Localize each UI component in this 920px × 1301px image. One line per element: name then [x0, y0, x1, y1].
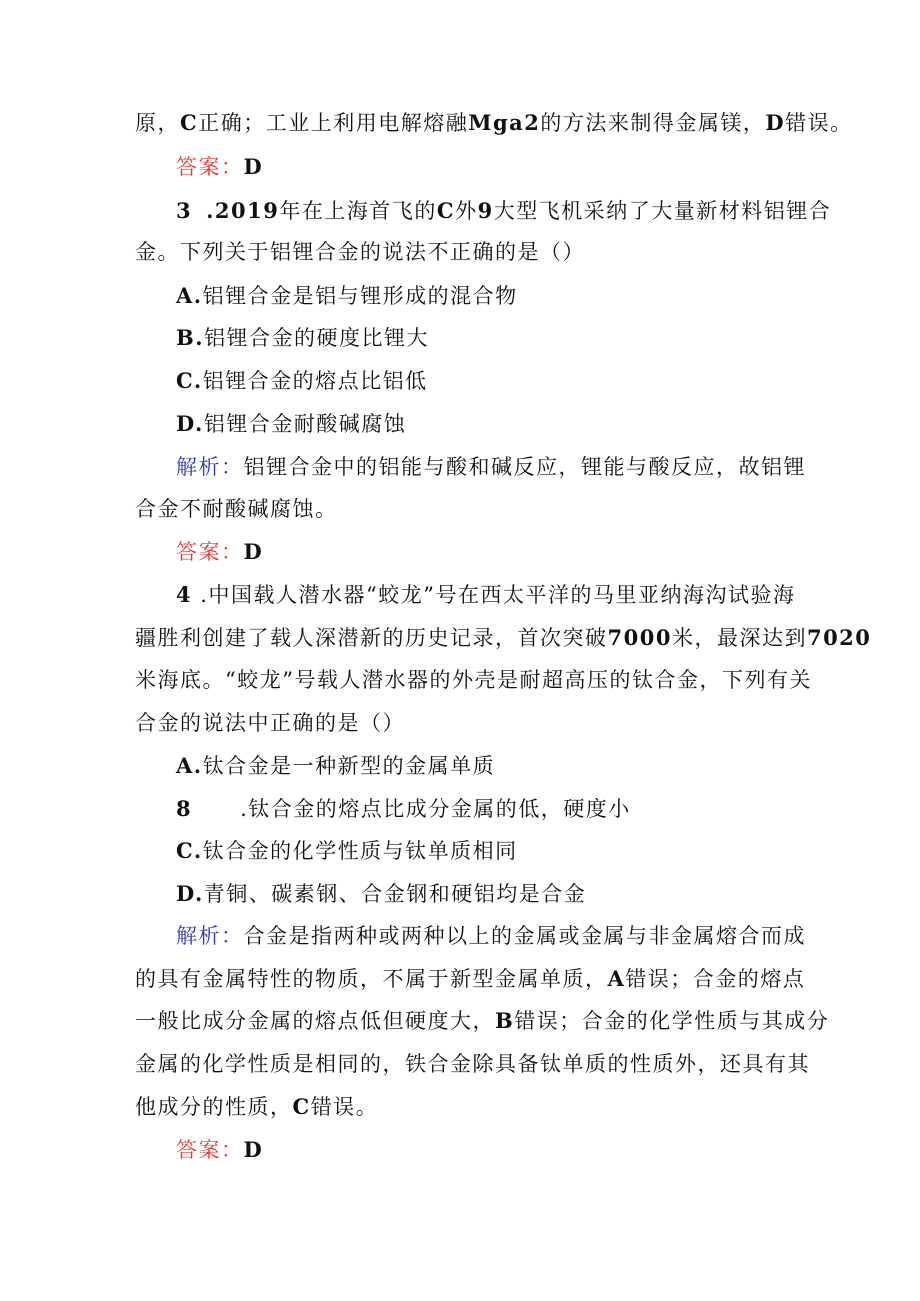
- q4-analysis-line-1: [176, 921, 806, 951]
- q3-line-1: [176, 196, 831, 226]
- option-key: 8: [176, 796, 193, 821]
- text-bold: 7000: [607, 625, 672, 650]
- text: 错误；合金的熔点: [625, 967, 806, 991]
- q3-analysis-line-2: 合金不耐酸碱腐蚀。: [135, 497, 338, 521]
- text: 外: [455, 199, 478, 223]
- q3-analysis-line-1: [176, 452, 806, 482]
- text: 的方法来制得金属镁，: [540, 111, 766, 135]
- text: 年在上海首飞的: [279, 199, 437, 223]
- question-number: 4: [176, 582, 193, 607]
- option-text: .钛合金的熔点比成分金属的低，硬度小: [240, 797, 631, 821]
- answer-value: D: [243, 154, 264, 179]
- q4-line-3: 米海底。“蛟龙”号载人潜水器的外壳是耐超高压的钛合金，下列有关: [135, 668, 812, 692]
- text: 疆胜利创建了载人深潜新的历史记录，首次突破: [135, 626, 608, 650]
- option-text: 铝锂合金耐酸碱腐蚀: [203, 412, 407, 436]
- option-text: 青铜、碳素钢、合金钢和硬铝均是合金: [203, 882, 587, 906]
- top-answer: [176, 152, 263, 182]
- option-text: 钛合金的化学性质与钛单质相同: [202, 839, 518, 863]
- q4-answer: [176, 1135, 263, 1165]
- q3-answer: [176, 537, 263, 567]
- option-key: D.: [176, 881, 204, 906]
- q4-analysis-line-5: [135, 1092, 378, 1122]
- q3-option-d: [176, 409, 406, 439]
- text: 原，: [135, 111, 180, 135]
- text-bold: 9: [477, 198, 494, 223]
- text-bold: B: [495, 1008, 515, 1033]
- text: 的具有金属特性的物质，不属于新型金属单质，: [135, 967, 608, 991]
- analysis-label: 解析：: [176, 924, 244, 948]
- text-bold: A: [607, 966, 626, 991]
- answer-label: 答案：: [176, 1138, 244, 1162]
- answer-label: 答案：: [176, 540, 244, 564]
- text: 错误。: [310, 1095, 379, 1119]
- option-key: C.: [176, 838, 203, 863]
- text-bold: C: [180, 110, 199, 135]
- q4-option-c: [176, 836, 518, 866]
- text: 铝锂合金中的铝能与酸和碱反应，锂能与酸反应，故铝锂: [243, 455, 806, 479]
- q4-analysis-line-2: [135, 964, 805, 994]
- option-key: D.: [176, 411, 204, 436]
- text: 米，最深达到: [671, 626, 807, 650]
- answer-label: 答案：: [176, 155, 244, 179]
- q4-option-d: [176, 879, 586, 909]
- q4-line-2: [135, 623, 871, 653]
- text-bold: D: [765, 110, 786, 135]
- text-bold: C: [292, 1094, 311, 1119]
- q4-analysis-line-4: 金属的化学性质是相同的，铁合金除具备钛单质的性质外，还具有其: [135, 1052, 810, 1076]
- q3-option-b: [176, 323, 429, 353]
- text: 他成分的性质，: [135, 1095, 293, 1119]
- q4-analysis-line-3: [135, 1006, 829, 1036]
- option-text: 钛合金是一种新型的金属单质: [202, 754, 496, 778]
- text-bold: 7020: [806, 625, 872, 650]
- q3-line-2: 金。下列关于铝锂合金的说法不正确的是（）: [135, 240, 585, 264]
- q3-option-c: [176, 366, 428, 396]
- q4-option-b: [176, 794, 631, 824]
- answer-value: D: [243, 1137, 264, 1162]
- text: 一般比成分金属的熔点低但硬度大，: [135, 1009, 495, 1033]
- text: .中国载人潜水器“蛟龙”号在西太平洋的马里亚纳海沟试验海: [192, 583, 796, 607]
- q4-line-4: 合金的说法中正确的是（）: [135, 711, 405, 735]
- option-text: 铝锂合金的熔点比铝低: [202, 369, 428, 393]
- q3-option-a: [176, 281, 518, 311]
- q4-option-a: [176, 751, 495, 781]
- text: 错误。: [785, 111, 853, 135]
- option-key: C.: [176, 368, 203, 393]
- option-key: A.: [176, 283, 203, 308]
- text-bold: Mga2: [468, 110, 541, 135]
- option-key: A.: [176, 753, 203, 778]
- top-line-1: [135, 108, 853, 138]
- answer-value: D: [243, 539, 264, 564]
- analysis-label: 解析：: [176, 455, 244, 479]
- text-bold: C: [436, 198, 456, 223]
- option-text: 铝锂合金是铝与锂形成的混合物: [202, 284, 518, 308]
- text-bold: .2019: [206, 198, 280, 223]
- option-key: B.: [176, 325, 205, 350]
- option-text: 铝锂合金的硬度比锂大: [204, 326, 430, 350]
- text: 合金是指两种或两种以上的金属或金属与非金属熔合而成: [243, 924, 806, 948]
- text: 错误；合金的化学性质与其成分: [514, 1009, 830, 1033]
- question-number: 3: [176, 198, 193, 223]
- text: 正确；工业上利用电解熔融: [198, 111, 469, 135]
- q4-line-1: [176, 580, 795, 610]
- text: 大型飞机采纳了大量新材料铝锂合: [493, 199, 832, 223]
